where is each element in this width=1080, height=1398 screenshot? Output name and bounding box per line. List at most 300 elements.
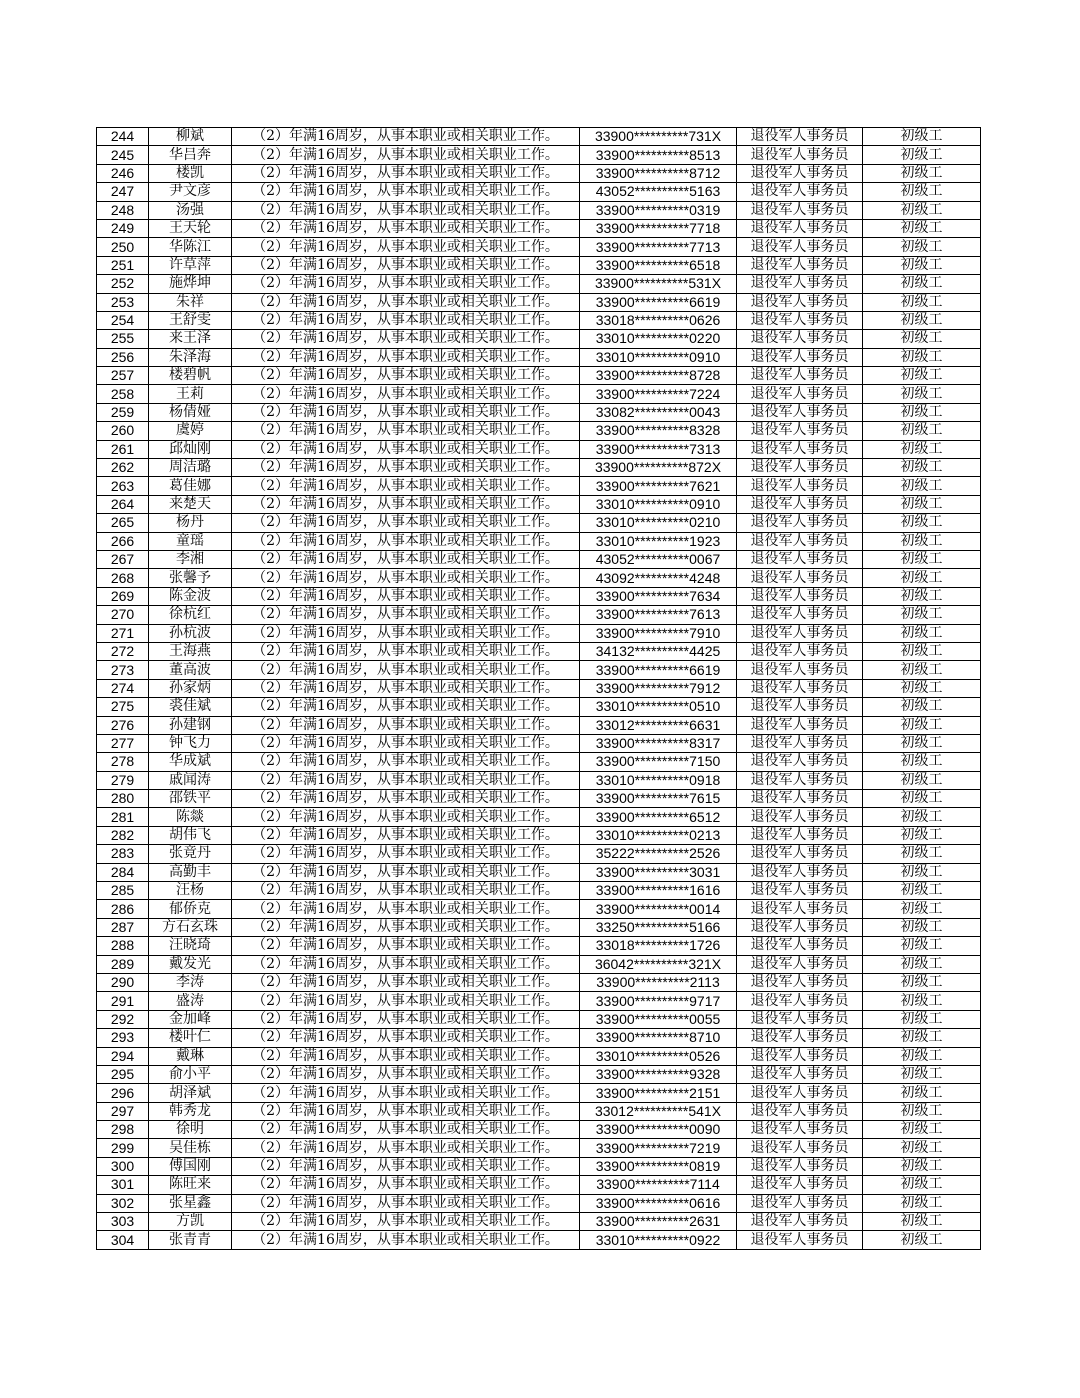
- level-cell: 初级工: [863, 606, 981, 624]
- table-row: [97, 826, 981, 844]
- table-row: [97, 716, 981, 734]
- name-cell: 郁侨克: [149, 900, 232, 918]
- row-number-cell: 286: [97, 900, 149, 918]
- id-number-cell: 33012**********541X: [580, 1102, 737, 1120]
- level-cell: 初级工: [863, 661, 981, 679]
- condition-cell: （2）年满16周岁，从事本职业或相关职业工作。: [232, 569, 580, 587]
- condition-cell: （2）年满16周岁，从事本职业或相关职业工作。: [232, 863, 580, 881]
- condition-cell: （2）年满16周岁，从事本职业或相关职业工作。: [232, 661, 580, 679]
- id-number-cell: 33900**********7912: [580, 679, 737, 697]
- name-cell: 李涛: [149, 973, 232, 991]
- name-cell: 邵铁平: [149, 790, 232, 808]
- row-number-cell: 268: [97, 569, 149, 587]
- id-number-cell: 33010**********0526: [580, 1047, 737, 1065]
- id-number-cell: 33900**********3031: [580, 863, 737, 881]
- occupation-cell: 退役军人事务员: [737, 422, 863, 440]
- table-row: [97, 790, 981, 808]
- name-cell: 孙家炳: [149, 679, 232, 697]
- row-number-cell: 255: [97, 330, 149, 348]
- id-number-cell: 33900**********2631: [580, 1213, 737, 1231]
- id-number-cell: 33900**********0014: [580, 900, 737, 918]
- id-number-cell: 33010**********0918: [580, 771, 737, 789]
- id-number-cell: 33900**********0616: [580, 1194, 737, 1212]
- occupation-cell: 退役军人事务员: [737, 330, 863, 348]
- name-cell: 楼凯: [149, 164, 232, 182]
- condition-cell: （2）年满16周岁，从事本职业或相关职业工作。: [232, 275, 580, 293]
- level-cell: 初级工: [863, 275, 981, 293]
- level-cell: 初级工: [863, 1010, 981, 1028]
- table-row: [97, 1194, 981, 1212]
- condition-cell: （2）年满16周岁，从事本职业或相关职业工作。: [232, 385, 580, 403]
- id-number-cell: 33900**********2151: [580, 1084, 737, 1102]
- condition-cell: （2）年满16周岁，从事本职业或相关职业工作。: [232, 219, 580, 237]
- id-number-cell: 33900**********0819: [580, 1157, 737, 1175]
- table-row: [97, 164, 981, 182]
- id-number-cell: 33900**********7615: [580, 790, 737, 808]
- id-number-cell: 43052**********0067: [580, 550, 737, 568]
- id-number-cell: 34132**********4425: [580, 642, 737, 660]
- level-cell: 初级工: [863, 624, 981, 642]
- table-row: [97, 1139, 981, 1157]
- row-number-cell: 254: [97, 311, 149, 329]
- row-number-cell: 258: [97, 385, 149, 403]
- table-row: [97, 128, 981, 146]
- table-row: [97, 422, 981, 440]
- level-cell: 初级工: [863, 753, 981, 771]
- table-row: [97, 753, 981, 771]
- level-cell: 初级工: [863, 403, 981, 421]
- table-row: [97, 367, 981, 385]
- table-row: [97, 845, 981, 863]
- condition-cell: （2）年满16周岁，从事本职业或相关职业工作。: [232, 311, 580, 329]
- id-number-cell: 33900**********7713: [580, 238, 737, 256]
- name-cell: 邱灿刚: [149, 440, 232, 458]
- name-cell: 金加峰: [149, 1010, 232, 1028]
- occupation-cell: 退役军人事务员: [737, 348, 863, 366]
- row-number-cell: 265: [97, 514, 149, 532]
- level-cell: 初级工: [863, 569, 981, 587]
- row-number-cell: 296: [97, 1084, 149, 1102]
- id-number-cell: 33900**********0319: [580, 201, 737, 219]
- name-cell: 葛佳娜: [149, 477, 232, 495]
- row-number-cell: 276: [97, 716, 149, 734]
- row-number-cell: 263: [97, 477, 149, 495]
- row-number-cell: 246: [97, 164, 149, 182]
- condition-cell: （2）年满16周岁，从事本职业或相关职业工作。: [232, 1010, 580, 1028]
- occupation-cell: 退役军人事务员: [737, 514, 863, 532]
- id-number-cell: 33900**********8712: [580, 164, 737, 182]
- id-number-cell: 36042**********321X: [580, 955, 737, 973]
- name-cell: 胡伟飞: [149, 826, 232, 844]
- row-number-cell: 244: [97, 128, 149, 146]
- id-number-cell: 33010**********0210: [580, 514, 737, 532]
- condition-cell: （2）年满16周岁，从事本职业或相关职业工作。: [232, 146, 580, 164]
- condition-cell: （2）年满16周岁，从事本职业或相关职业工作。: [232, 992, 580, 1010]
- condition-cell: （2）年满16周岁，从事本职业或相关职业工作。: [232, 348, 580, 366]
- id-number-cell: 33018**********1726: [580, 937, 737, 955]
- name-cell: 裘佳斌: [149, 698, 232, 716]
- condition-cell: （2）年满16周岁，从事本职业或相关职业工作。: [232, 183, 580, 201]
- name-cell: 来楚天: [149, 495, 232, 513]
- table-row: [97, 385, 981, 403]
- row-number-cell: 257: [97, 367, 149, 385]
- occupation-cell: 退役军人事务员: [737, 955, 863, 973]
- level-cell: 初级工: [863, 1084, 981, 1102]
- row-number-cell: 247: [97, 183, 149, 201]
- id-number-cell: 33900**********9717: [580, 992, 737, 1010]
- occupation-cell: 退役军人事务员: [737, 183, 863, 201]
- level-cell: 初级工: [863, 1139, 981, 1157]
- condition-cell: （2）年满16周岁，从事本职业或相关职业工作。: [232, 955, 580, 973]
- id-number-cell: 33900**********1616: [580, 882, 737, 900]
- condition-cell: （2）年满16周岁，从事本职业或相关职业工作。: [232, 753, 580, 771]
- id-number-cell: 33010**********0510: [580, 698, 737, 716]
- id-number-cell: 33900**********9328: [580, 1065, 737, 1083]
- occupation-cell: 退役军人事务员: [737, 882, 863, 900]
- level-cell: 初级工: [863, 992, 981, 1010]
- row-number-cell: 299: [97, 1139, 149, 1157]
- level-cell: 初级工: [863, 367, 981, 385]
- occupation-cell: 退役军人事务员: [737, 275, 863, 293]
- level-cell: 初级工: [863, 514, 981, 532]
- table-row: [97, 146, 981, 164]
- row-number-cell: 259: [97, 403, 149, 421]
- level-cell: 初级工: [863, 293, 981, 311]
- name-cell: 王天轮: [149, 219, 232, 237]
- table-row: [97, 587, 981, 605]
- name-cell: 傅国刚: [149, 1157, 232, 1175]
- row-number-cell: 289: [97, 955, 149, 973]
- id-number-cell: 33900**********7114: [580, 1176, 737, 1194]
- condition-cell: （2）年满16周岁，从事本职业或相关职业工作。: [232, 330, 580, 348]
- row-number-cell: 248: [97, 201, 149, 219]
- table-row: [97, 514, 981, 532]
- condition-cell: （2）年满16周岁，从事本职业或相关职业工作。: [232, 238, 580, 256]
- occupation-cell: 退役军人事务员: [737, 698, 863, 716]
- row-number-cell: 252: [97, 275, 149, 293]
- name-cell: 尹文彦: [149, 183, 232, 201]
- level-cell: 初级工: [863, 1176, 981, 1194]
- level-cell: 初级工: [863, 440, 981, 458]
- table-row: [97, 734, 981, 752]
- name-cell: 戴琳: [149, 1047, 232, 1065]
- level-cell: 初级工: [863, 183, 981, 201]
- name-cell: 钟飞力: [149, 734, 232, 752]
- condition-cell: （2）年满16周岁，从事本职业或相关职业工作。: [232, 808, 580, 826]
- row-number-cell: 302: [97, 1194, 149, 1212]
- level-cell: 初级工: [863, 550, 981, 568]
- occupation-cell: 退役军人事务员: [737, 201, 863, 219]
- level-cell: 初级工: [863, 918, 981, 936]
- name-cell: 汪杨: [149, 882, 232, 900]
- condition-cell: （2）年满16周岁，从事本职业或相关职业工作。: [232, 606, 580, 624]
- row-number-cell: 275: [97, 698, 149, 716]
- id-number-cell: 33018**********0626: [580, 311, 737, 329]
- table-row: [97, 403, 981, 421]
- table-row: [97, 183, 981, 201]
- row-number-cell: 288: [97, 937, 149, 955]
- row-number-cell: 273: [97, 661, 149, 679]
- level-cell: 初级工: [863, 1231, 981, 1249]
- occupation-cell: 退役军人事务员: [737, 642, 863, 660]
- occupation-cell: 退役军人事务员: [737, 716, 863, 734]
- id-number-cell: 33900**********7150: [580, 753, 737, 771]
- name-cell: 陈燚: [149, 808, 232, 826]
- row-number-cell: 274: [97, 679, 149, 697]
- table-row: [97, 293, 981, 311]
- name-cell: 来王泽: [149, 330, 232, 348]
- level-cell: 初级工: [863, 771, 981, 789]
- condition-cell: （2）年满16周岁，从事本职业或相关职业工作。: [232, 1029, 580, 1047]
- name-cell: 张竟丹: [149, 845, 232, 863]
- name-cell: 杨丹: [149, 514, 232, 532]
- name-cell: 董高波: [149, 661, 232, 679]
- occupation-cell: 退役军人事务员: [737, 1102, 863, 1120]
- name-cell: 孙杭波: [149, 624, 232, 642]
- row-number-cell: 284: [97, 863, 149, 881]
- condition-cell: （2）年满16周岁，从事本职业或相关职业工作。: [232, 1194, 580, 1212]
- name-cell: 童瑶: [149, 532, 232, 550]
- table-row: [97, 569, 981, 587]
- id-number-cell: 33900**********872X: [580, 459, 737, 477]
- name-cell: 高勤丰: [149, 863, 232, 881]
- level-cell: 初级工: [863, 1213, 981, 1231]
- id-number-cell: 33900**********7313: [580, 440, 737, 458]
- occupation-cell: 退役军人事务员: [737, 146, 863, 164]
- occupation-cell: 退役军人事务员: [737, 1065, 863, 1083]
- table-row: [97, 1121, 981, 1139]
- name-cell: 方凯: [149, 1213, 232, 1231]
- row-number-cell: 260: [97, 422, 149, 440]
- occupation-cell: 退役军人事务员: [737, 771, 863, 789]
- occupation-cell: 退役军人事务员: [737, 164, 863, 182]
- id-number-cell: 33900**********731X: [580, 128, 737, 146]
- id-number-cell: 33900**********531X: [580, 275, 737, 293]
- level-cell: 初级工: [863, 477, 981, 495]
- occupation-cell: 退役军人事务员: [737, 587, 863, 605]
- id-number-cell: 33900**********7224: [580, 385, 737, 403]
- level-cell: 初级工: [863, 734, 981, 752]
- table-row: [97, 1213, 981, 1231]
- occupation-cell: 退役军人事务员: [737, 863, 863, 881]
- occupation-cell: 退役军人事务员: [737, 973, 863, 991]
- id-number-cell: 33010**********0220: [580, 330, 737, 348]
- row-number-cell: 281: [97, 808, 149, 826]
- level-cell: 初级工: [863, 348, 981, 366]
- level-cell: 初级工: [863, 422, 981, 440]
- table-row: [97, 311, 981, 329]
- row-number-cell: 303: [97, 1213, 149, 1231]
- name-cell: 王舒雯: [149, 311, 232, 329]
- name-cell: 张青青: [149, 1231, 232, 1249]
- name-cell: 俞小平: [149, 1065, 232, 1083]
- occupation-cell: 退役军人事务员: [737, 992, 863, 1010]
- level-cell: 初级工: [863, 495, 981, 513]
- name-cell: 汤强: [149, 201, 232, 219]
- condition-cell: （2）年满16周岁，从事本职业或相关职业工作。: [232, 1139, 580, 1157]
- name-cell: 周洁璐: [149, 459, 232, 477]
- row-number-cell: 250: [97, 238, 149, 256]
- table-row: [97, 1065, 981, 1083]
- name-cell: 虞婷: [149, 422, 232, 440]
- occupation-cell: 退役军人事务员: [737, 1157, 863, 1175]
- level-cell: 初级工: [863, 716, 981, 734]
- row-number-cell: 301: [97, 1176, 149, 1194]
- table-row: [97, 642, 981, 660]
- id-number-cell: 43052**********5163: [580, 183, 737, 201]
- row-number-cell: 261: [97, 440, 149, 458]
- table-row: [97, 1084, 981, 1102]
- row-number-cell: 291: [97, 992, 149, 1010]
- name-cell: 汪晓琦: [149, 937, 232, 955]
- name-cell: 施烨坤: [149, 275, 232, 293]
- condition-cell: （2）年满16周岁，从事本职业或相关职业工作。: [232, 1047, 580, 1065]
- id-number-cell: 33900**********0090: [580, 1121, 737, 1139]
- occupation-cell: 退役军人事务员: [737, 624, 863, 642]
- row-number-cell: 280: [97, 790, 149, 808]
- name-cell: 王莉: [149, 385, 232, 403]
- table-row: [97, 1029, 981, 1047]
- occupation-cell: 退役军人事务员: [737, 219, 863, 237]
- level-cell: 初级工: [863, 973, 981, 991]
- table-row: [97, 219, 981, 237]
- id-number-cell: 33900**********8328: [580, 422, 737, 440]
- table-row: [97, 477, 981, 495]
- occupation-cell: 退役军人事务员: [737, 826, 863, 844]
- row-number-cell: 249: [97, 219, 149, 237]
- table-row: [97, 1231, 981, 1249]
- level-cell: 初级工: [863, 679, 981, 697]
- id-number-cell: 33900**********7718: [580, 219, 737, 237]
- level-cell: 初级工: [863, 385, 981, 403]
- table-row: [97, 808, 981, 826]
- name-cell: 楼叶仁: [149, 1029, 232, 1047]
- table-row: [97, 1047, 981, 1065]
- row-number-cell: 269: [97, 587, 149, 605]
- table-row: [97, 863, 981, 881]
- table-row: [97, 606, 981, 624]
- occupation-cell: 退役军人事务员: [737, 403, 863, 421]
- occupation-cell: 退役军人事务员: [737, 661, 863, 679]
- occupation-cell: 退役军人事务员: [737, 256, 863, 274]
- table-row: [97, 937, 981, 955]
- condition-cell: （2）年满16周岁，从事本职业或相关职业工作。: [232, 1084, 580, 1102]
- level-cell: 初级工: [863, 330, 981, 348]
- condition-cell: （2）年满16周岁，从事本职业或相关职业工作。: [232, 164, 580, 182]
- table-row: [97, 440, 981, 458]
- occupation-cell: 退役军人事务员: [737, 238, 863, 256]
- row-number-cell: 256: [97, 348, 149, 366]
- id-number-cell: 35222**********2526: [580, 845, 737, 863]
- table-row: [97, 201, 981, 219]
- name-cell: 朱泽海: [149, 348, 232, 366]
- level-cell: 初级工: [863, 1102, 981, 1120]
- level-cell: 初级工: [863, 1157, 981, 1175]
- level-cell: 初级工: [863, 642, 981, 660]
- table-row: [97, 532, 981, 550]
- occupation-cell: 退役军人事务员: [737, 734, 863, 752]
- occupation-cell: 退役军人事务员: [737, 606, 863, 624]
- id-number-cell: 33010**********0910: [580, 495, 737, 513]
- level-cell: 初级工: [863, 587, 981, 605]
- occupation-cell: 退役军人事务员: [737, 918, 863, 936]
- occupation-cell: 退役军人事务员: [737, 459, 863, 477]
- row-number-cell: 253: [97, 293, 149, 311]
- name-cell: 徐明: [149, 1121, 232, 1139]
- id-number-cell: 33900**********6518: [580, 256, 737, 274]
- level-cell: 初级工: [863, 1194, 981, 1212]
- row-number-cell: 266: [97, 532, 149, 550]
- name-cell: 陈旺来: [149, 1176, 232, 1194]
- row-number-cell: 267: [97, 550, 149, 568]
- level-cell: 初级工: [863, 1029, 981, 1047]
- table-row: [97, 256, 981, 274]
- occupation-cell: 退役军人事务员: [737, 569, 863, 587]
- id-number-cell: 33900**********0055: [580, 1010, 737, 1028]
- table-row: [97, 900, 981, 918]
- occupation-cell: 退役军人事务员: [737, 550, 863, 568]
- row-number-cell: 294: [97, 1047, 149, 1065]
- level-cell: 初级工: [863, 219, 981, 237]
- condition-cell: （2）年满16周岁，从事本职业或相关职业工作。: [232, 477, 580, 495]
- condition-cell: （2）年满16周岁，从事本职业或相关职业工作。: [232, 790, 580, 808]
- id-number-cell: 33900**********7621: [580, 477, 737, 495]
- table-row: [97, 624, 981, 642]
- level-cell: 初级工: [863, 955, 981, 973]
- name-cell: 华吕奔: [149, 146, 232, 164]
- level-cell: 初级工: [863, 863, 981, 881]
- table-row: [97, 918, 981, 936]
- condition-cell: （2）年满16周岁，从事本职业或相关职业工作。: [232, 201, 580, 219]
- level-cell: 初级工: [863, 698, 981, 716]
- occupation-cell: 退役军人事务员: [737, 1194, 863, 1212]
- name-cell: 朱祥: [149, 293, 232, 311]
- condition-cell: （2）年满16周岁，从事本职业或相关职业工作。: [232, 128, 580, 146]
- condition-cell: （2）年满16周岁，从事本职业或相关职业工作。: [232, 256, 580, 274]
- condition-cell: （2）年满16周岁，从事本职业或相关职业工作。: [232, 937, 580, 955]
- occupation-cell: 退役军人事务员: [737, 293, 863, 311]
- name-cell: 华成斌: [149, 753, 232, 771]
- occupation-cell: 退役军人事务员: [737, 311, 863, 329]
- occupation-cell: 退役军人事务员: [737, 808, 863, 826]
- row-number-cell: 285: [97, 882, 149, 900]
- row-number-cell: 272: [97, 642, 149, 660]
- occupation-cell: 退役军人事务员: [737, 937, 863, 955]
- name-cell: 柳斌: [149, 128, 232, 146]
- condition-cell: （2）年满16周岁，从事本职业或相关职业工作。: [232, 367, 580, 385]
- row-number-cell: 282: [97, 826, 149, 844]
- table-row: [97, 330, 981, 348]
- name-cell: 吴佳栋: [149, 1139, 232, 1157]
- condition-cell: （2）年满16周岁，从事本职业或相关职业工作。: [232, 679, 580, 697]
- id-number-cell: 33900**********6619: [580, 661, 737, 679]
- level-cell: 初级工: [863, 826, 981, 844]
- table-row: [97, 679, 981, 697]
- level-cell: 初级工: [863, 900, 981, 918]
- level-cell: 初级工: [863, 1065, 981, 1083]
- table-row: [97, 238, 981, 256]
- level-cell: 初级工: [863, 146, 981, 164]
- occupation-cell: 退役军人事务员: [737, 845, 863, 863]
- id-number-cell: 33250**********5166: [580, 918, 737, 936]
- condition-cell: （2）年满16周岁，从事本职业或相关职业工作。: [232, 495, 580, 513]
- occupation-cell: 退役军人事务员: [737, 753, 863, 771]
- occupation-cell: 退役军人事务员: [737, 477, 863, 495]
- roster-table: [96, 127, 981, 1250]
- table-row: [97, 661, 981, 679]
- id-number-cell: 33900**********8710: [580, 1029, 737, 1047]
- id-number-cell: 33010**********0910: [580, 348, 737, 366]
